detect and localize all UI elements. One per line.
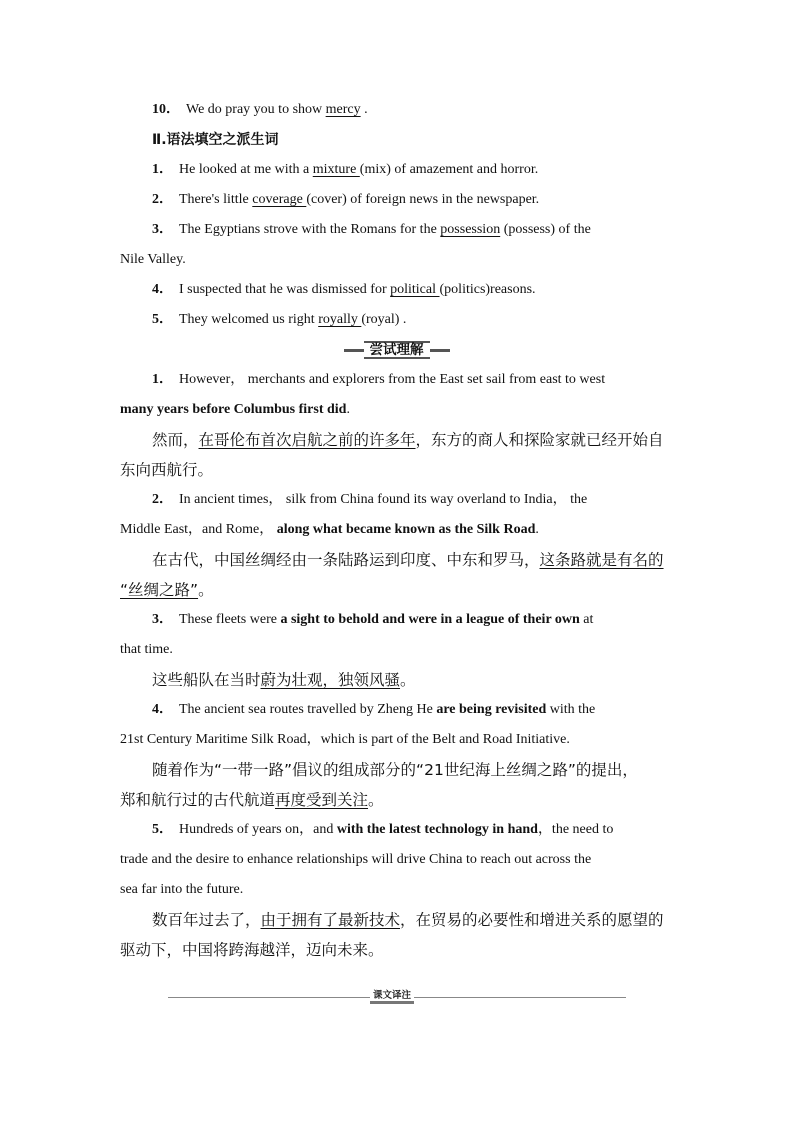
sentence-text: .: [535, 522, 539, 537]
item-text: The Egyptians strove with the Romans for the: [179, 222, 441, 237]
sentence-text: with the: [546, 702, 596, 717]
translation-1-line-2: 东向西航行。: [120, 461, 214, 479]
sentence-text: However， merchants and explorers from the East set sail from east to west: [179, 372, 606, 387]
item-number: 5．: [152, 822, 173, 837]
answer-blank: political: [390, 282, 440, 297]
translation-4-line-2: [120, 785, 673, 815]
vocab-item-10: [120, 95, 673, 125]
footer-section-tag: 课文译注: [370, 987, 414, 1004]
key-phrase: along what became known as the Silk Road: [276, 522, 536, 537]
sentence-text: at: [579, 612, 594, 627]
translation-text: 。: [368, 791, 384, 809]
item-text: (royal) .: [361, 312, 407, 327]
translation-text: 。: [198, 581, 214, 599]
answer-blank: mixture: [312, 162, 360, 177]
sentence-1-en-line-2: [120, 395, 673, 425]
footer-divider: [168, 985, 626, 1005]
translation-text: ，在贸易的必要性和增进关系的愿望的: [400, 911, 664, 929]
translation-text: 这些船队在当时: [152, 671, 261, 689]
item-text: They welcomed us right: [179, 312, 319, 327]
sentence-text: ，the need to: [537, 822, 614, 837]
translation-text: 。: [400, 671, 416, 689]
item-number: 3．: [152, 612, 173, 627]
key-phrase: are being revisited: [436, 702, 547, 717]
translation-text: 然而，: [152, 431, 199, 449]
translation-key-phrase: 这条路就是有名的: [539, 551, 664, 569]
item-number: 10．: [152, 102, 180, 117]
sentence-3-en-line-1: [120, 605, 673, 635]
translation-text: 数百年过去了，: [152, 911, 261, 929]
sentence-4-en-line-1: [120, 695, 673, 725]
answer-blank: royally: [318, 312, 362, 327]
item-text: (mix) of amazement and horror.: [359, 162, 539, 177]
sentence-text: .: [346, 402, 350, 417]
section-banner: [120, 335, 673, 365]
sentence-4-en-line-2: 21st Century Maritime Silk Road，which is part of the Belt and Road Initiative.: [120, 732, 570, 747]
answer-blank: mercy: [325, 102, 361, 117]
translation-text: 郑和航行过的古代航道: [120, 791, 276, 809]
grammar-item-3-continued: Nile Valley.: [120, 252, 186, 267]
item-text: .: [360, 102, 368, 117]
grammar-item-4: [120, 275, 673, 305]
item-number: 3．: [152, 222, 173, 237]
translation-key-phrase: 由于拥有了最新技术: [260, 911, 401, 929]
item-text: There's little: [179, 192, 253, 207]
item-text: (cover) of foreign news in the newspaper.: [306, 192, 540, 207]
translation-5-line-1: [120, 905, 673, 935]
translation-key-phrase: 蔚为壮观，独领风骚: [260, 671, 401, 689]
translation-key-phrase: 再度受到关注: [275, 791, 369, 809]
translation-1-line-1: [120, 425, 673, 455]
item-text: (politics)reasons.: [439, 282, 536, 297]
item-number: 4．: [152, 702, 173, 717]
grammar-item-5: [120, 305, 673, 335]
item-number: 1．: [152, 372, 173, 387]
item-number: 2．: [152, 492, 173, 507]
item-text: We do pray you to show: [186, 102, 326, 117]
key-phrase: many years before Columbus first did: [120, 402, 347, 417]
translation-key-phrase: 在哥伦布首次启航之前的许多年: [198, 431, 416, 449]
sentence-text: The ancient sea routes travelled by Zheng He: [179, 702, 437, 717]
banner-decoration: [344, 349, 364, 352]
item-number: 2．: [152, 192, 173, 207]
sentence-5-en-line-1: [120, 815, 673, 845]
translation-text: 在古代，中国丝绸经由一条陆路运到印度、中东和罗马，: [152, 551, 540, 569]
item-number: 5．: [152, 312, 173, 327]
sentence-text: In ancient times， silk from China found its way overland to India， the: [179, 492, 588, 507]
translation-key-phrase: “丝绸之路”: [120, 581, 199, 599]
sentence-2-en-line-2: [120, 515, 673, 545]
translation-text: ，东方的商人和探险家就已经开始自: [415, 431, 664, 449]
item-number: 4．: [152, 282, 173, 297]
banner-title: 尝试理解: [364, 341, 430, 359]
sentence-text: Middle East，and Rome，: [120, 522, 277, 537]
translation-5-line-2: 驱动下，中国将跨海越洋，迈向未来。: [120, 941, 384, 959]
grammar-item-3: [120, 215, 673, 245]
banner-decoration: [430, 349, 450, 352]
grammar-item-2: [120, 185, 673, 215]
key-phrase: a sight to behold: [280, 612, 379, 627]
answer-blank: possession: [440, 222, 501, 237]
translation-2-line-2: [120, 575, 673, 605]
sentence-2-en-line-1: [120, 485, 673, 515]
sentence-text: Hundreds of years on，and: [179, 822, 337, 837]
sentence-5-en-line-2: trade and the desire to enhance relationships will drive China to reach out across the: [120, 852, 592, 867]
item-number: 1．: [152, 162, 173, 177]
translation-4-line-1: 随着作为“一带一路”倡议的组成部分的“21世纪海上丝绸之路”的提出，: [152, 761, 638, 779]
item-text: I suspected that he was dismissed for: [179, 282, 391, 297]
grammar-item-1: [120, 155, 673, 185]
sentence-5-en-line-3: sea far into the future.: [120, 882, 244, 897]
key-phrase: with the latest technology in hand: [336, 822, 538, 837]
answer-blank: coverage: [252, 192, 307, 207]
item-text: (possess) of the: [500, 222, 591, 237]
translation-2-line-1: [120, 545, 673, 575]
sentence-text: These fleets were: [179, 612, 281, 627]
sentence-3-en-line-2: that time.: [120, 642, 173, 657]
key-phrase: and were in a league of their own: [382, 612, 580, 627]
sentence-1-en-line-1: [120, 365, 673, 395]
worksheet-page: [120, 95, 673, 965]
section-heading: Ⅱ.语法填空之派生词: [152, 132, 279, 148]
item-text: He looked at me with a: [179, 162, 313, 177]
translation-3-line-1: [120, 665, 673, 695]
